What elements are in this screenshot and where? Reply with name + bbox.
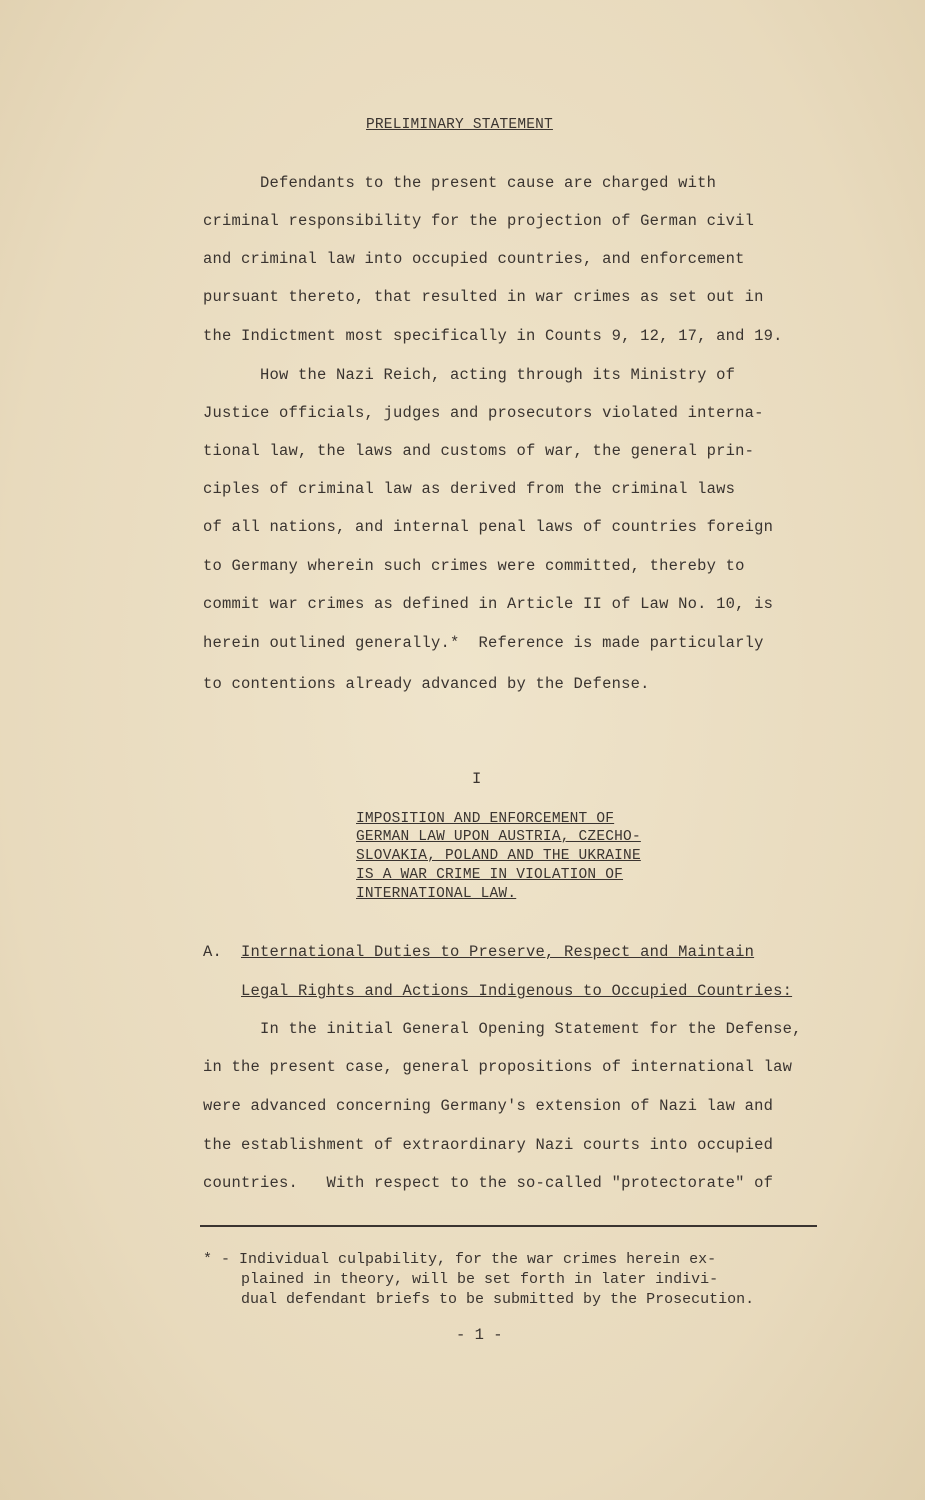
intro-line-3: and criminal law into occupied countries, and enforcement <box>203 250 745 268</box>
third-line-5: countries. With respect to the so-called "protectorate" of <box>203 1174 774 1192</box>
second-line-7: commit war crimes as defined in Article II of Law No. 10, is <box>203 595 774 613</box>
third-line-1: In the initial General Opening Statement for the Defense, <box>260 1020 802 1038</box>
second-line-1: How the Nazi Reich, acting through its Ministry of <box>260 366 736 384</box>
footnote-line-1: * - Individual culpability, for the war crimes herein ex- <box>203 1251 717 1268</box>
second-line-4: ciples of criminal law as derived from the criminal laws <box>203 480 736 498</box>
intro-line-2: criminal responsibility for the projection of German civil <box>203 212 755 230</box>
third-line-2: in the present case, general propositions of international law <box>203 1058 793 1076</box>
page-number: - 1 - <box>456 1326 503 1344</box>
footnote-line-3: dual defendant briefs to be submitted by the Prosecution. <box>241 1291 755 1308</box>
intro-line-4: pursuant thereto, that resulted in war crimes as set out in <box>203 288 764 306</box>
section-heading-line-4: IS A WAR CRIME IN VIOLATION OF <box>356 867 624 883</box>
intro-line-5: the Indictment most specifically in Counts 9, 12, 17, and 19. <box>203 327 783 345</box>
footnote-divider <box>200 1225 817 1227</box>
intro-line-1: Defendants to the present cause are charged with <box>260 174 717 192</box>
second-line-8: herein outlined generally.* Reference is made particularly <box>203 634 764 652</box>
page-title: PRELIMINARY STATEMENT <box>366 117 553 133</box>
second-line-6: to Germany wherein such crimes were committed, thereby to <box>203 557 745 575</box>
section-heading-line-5: INTERNATIONAL LAW. <box>356 886 517 902</box>
subsection-heading-line-1: International Duties to Preserve, Respect and Maintain <box>241 943 755 961</box>
footnote-line-2: plained in theory, will be set forth in later indivi- <box>241 1271 719 1288</box>
second-line-3: tional law, the laws and customs of war, the general prin- <box>203 442 755 460</box>
second-line-9: to contentions already advanced by the Defense. <box>203 675 650 693</box>
third-line-4: the establishment of extraordinary Nazi courts into occupied <box>203 1136 774 1154</box>
subsection-letter: A. <box>203 943 223 961</box>
third-line-3: were advanced concerning Germany's extension of Nazi law and <box>203 1097 774 1115</box>
section-numeral: I <box>472 770 482 788</box>
section-heading-line-1: IMPOSITION AND ENFORCEMENT OF <box>356 811 615 827</box>
second-line-2: Justice officials, judges and prosecutors violated interna- <box>203 404 764 422</box>
section-heading-line-2: GERMAN LAW UPON AUSTRIA, CZECHO- <box>356 829 641 845</box>
second-line-5: of all nations, and internal penal laws of countries foreign <box>203 518 774 536</box>
section-heading-line-3: SLOVAKIA, POLAND AND THE UKRAINE <box>356 848 641 864</box>
subsection-heading-line-2: Legal Rights and Actions Indigenous to Occupied Countries: <box>241 982 793 1000</box>
